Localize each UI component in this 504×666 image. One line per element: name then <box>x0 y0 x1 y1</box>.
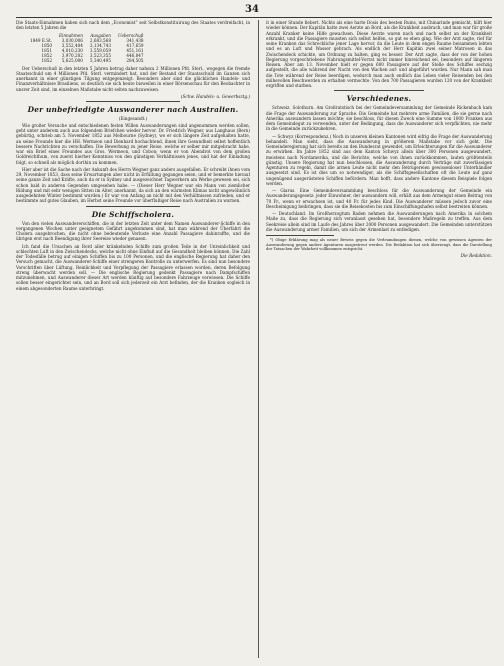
table-cell: 2,683,568 <box>89 37 111 43</box>
table-cell: 1850 <box>41 42 53 48</box>
table-cell: 3,970,202 <box>61 52 83 58</box>
article-paragraph: Von den vielen Auswandererschiffen, die in der letzten Zeit unter dem Namen Auswanderer-Schiffe in den vergangenen Wochen unter geeignetem Gefährt angekommen sind, hat man während der Überfahrt die Cholera ausgebrochen, die nicht ohne bedeutende Verluste eine Anzahl Passagiere dahinraffte, und die übrigen erst nach Beendigung ihrer Seereise wieder genasen. <box>16 220 250 242</box>
table-cell: 1852 <box>41 57 53 63</box>
page-number: 34 <box>245 4 259 15</box>
table-cell: 3,523,355 <box>89 52 111 58</box>
table-row <box>30 48 151 53</box>
table-cell: 284,505 <box>126 57 144 63</box>
two-column-layout <box>16 20 492 658</box>
section-divider <box>334 90 424 91</box>
table-row <box>30 43 151 48</box>
left-column <box>16 20 250 658</box>
table-row <box>30 53 151 58</box>
news-item: — Glarus. Eine Gemeindeversammlung beschloss für die Auswanderung der Gemeinde ein Auswanderungsgesetz: jeder Einwohner, der auswandern will, erhält aus dem Armengut einen Beitrag von 70 Fr., wenn er erwachsen ist, und 40 Fr. für jedes Kind. Die Auswanderer müssen jedoch zuvor eine Bescheinigung beibringen, dass sie die Reisekosten bis zum Einschiffungshafen selbst bestreiten können. <box>266 188 492 209</box>
news-item: — Deutschland. Im Großherzogtum Baden nehmen die Auswanderungen nach Amerika in solchem Maße zu, dass die Regierung sich veranlasst gesehen hat, besondere Maßregeln zu treffen. Aus dem Seekreise allein sind im Laufe des Jahres über 2000 Personen ausgewandert. Die Gemeinden unterstützen die Auswanderung armer Familien, um sich der Armenlast zu entledigen. <box>266 211 492 232</box>
news-item: — Schwyz (Korrespondenz.) Noch in unseren kleinen Kantonen wird eifrig die Frage der Auswanderung behandelt. Man sieht, dass die Auswanderung in größerem Maßstabe vor sich geht. Die Gemeinderegierung hat sich bereits an den Bundesrat gewendet, um Erleichterungen für die Auswanderer zu erwirken. Im Jahre 1852 sind aus dem Kanton Schwyz allein über 300 Personen ausgewandert, meistens nach Nordamerika, und die Berichte, welche von ihnen zurückkommen, lauten größtenteils günstig. Unsere Regierung hat nun beschlossen, die Auswanderung durch Verträge mit zuverlässigen Agenturen zu regeln, damit die armen Leute nicht mehr den Betrügereien gewissenloser Unterhändler ausgesetzt sind. Es ist dies um so notwendiger, als die Schiffsgesellschaften oft die Leute auf ganz ungenügend ausgerüsteten Schiffen befördern. Man hofft, dass andere Kantone diesem Beispiele folgen werden. <box>266 133 492 186</box>
article-paragraph: it in einer Stunde fiebert. Nichts als eine harte Dosis des besten Rums, mit Chinarinde gemischt, hilft hier wieder können. Der Kapitän hatte zwei Aerzte an Bord, als die Krankheit ausbrach, und man war für große Anzahl Kranker keine Hilfe gewachsen. Diese Aerzte waren nach und nach selbst an der Krankheit erkrankt, und die Passagiere mussten sich selbst helfen, so gut es eben ging. Wie der Arzt sagte, rief für seine Kranken das Schreckliche jener Lage hervor, da die Leute in dem engen Raume beisammen lebten und es an Luft und Wasser gebrach. Als endlich der Herr Kapitän zwei seiner Matrosen in das Zwischendeck schickte, um Ordnung zu halten, ging es besser. Der Arzt sagte, dass der von der hohen Regierung vorgeschriebene Nahrungsmittel-Vorrat nicht immer hinreichend sei, besonders auf längeren Reisen. Aber am 13. November hielt er gegen 600 Passagiere auf der Stelle des Schiffes sechzig aufgestellt, die alle während der Nacht von den Wachen auf- und abgeführt wurden. Nur Mann sah man die Tote während der Reise beerdigen, wodurch man auch endlich das Leben vieler Reisenden bei den mühevollen Beschwerden zu erhalten vermochte. Von den 700 Passagieren wurden 120 von der Krankheit ergriffen und starben. <box>266 20 492 88</box>
right-column <box>258 20 492 658</box>
article-heading-cholera: Die Schiffscholera. <box>91 209 175 219</box>
table-cell: 5,340,495 <box>89 57 111 63</box>
table-cell: 3,134,743 <box>89 42 111 48</box>
table-cell: 3,559,059 <box>89 47 111 53</box>
article-subheading: (Eingesandt.) <box>118 115 148 121</box>
table-cell: 1852 <box>41 52 53 58</box>
revenue-table <box>30 33 151 63</box>
editor-signature: Die Redaktion. <box>460 252 492 258</box>
article-paragraph: Hier aber ist die Sache nach der Ankunft des Herrn Wegner ganz anders ausgefallen. Er schreibt ihnen vom 29. November 1853, dass seine Erwartungen aber nicht in Erfüllung gegangen seien, und er bemerkte hierauf seine ganze Zeit und Kräfte, auch da er in Sydney und ausgezeichnet Tagwerkern am Werke gewesen sei, sich schon bald in anderen Gegenden umgesehen habe. — (Dieser Herr Wegner war ein Mann von ziemlicher Bildung und mit sehr wenigen Sitten im Alter, anerkannt, da sich an den wärmsten Klimas nicht ungewöhnlich ausgedehnten Winter bestimmt wurden.) Er war von Anfang an nicht mit den Verhältnissen zufrieden, und er bestimmte auf gutes Glauben, im Herbst seine Freunde vor überflußiger Reise nach Australien zu warnen. <box>16 166 250 204</box>
table-header-expenses: Ausgaben <box>90 32 111 38</box>
footnote-divider <box>266 235 334 236</box>
table-cell: 451,161 <box>126 47 144 53</box>
source-citation: (Schw. Handels- u. Gewerbsztg.) <box>180 93 250 99</box>
stats-paragraph: Der Ueberschuß in den letzten 5 Jahren betrug daher nahezu 2 Millionen Pfd. Sterl., wogegen die fremde Staatsschuld um 4 Millionen Pfd. Sterl. vermindert hat, und der Bestand der Staatsschuld im Ganzen sich anerkannt in einer günstigen Tilgung entgegenzeigt. Besonders aber sind die glücklichen Handels- und Finanzverhältnisse Brasiliens, so deutlich sie sich heute bisweilen in einer Börsenschau für den Beobachter in unsrer Zeit sind, im einzelnen Maßstabe nicht selten nachzuweisen. <box>16 65 250 92</box>
table-cell: 341,438 <box>126 37 144 43</box>
table-cell: 446,847 <box>126 52 144 58</box>
table-cell: 3,030,006 <box>61 37 83 43</box>
news-item: Schweiz. Solothurn. Am Großratstisch bei der Gemeindeversammlung der Gemeinde Rickenbach kam die Frage der Auswanderung zur Sprache. Die Gemeinde hat mehrere arme Familien, die sie gerne nach Amerika auswandern lassen möchte; sie beschloss, für diesen Zweck eine Summe von 1000 Franken aus dem Gemeindegut zu verwenden, unter der Bedingung, dass die Auswanderer sich verpflichten, nie mehr in die Gemeinde zurückzukehren. <box>266 105 492 132</box>
table-row <box>30 58 151 63</box>
table-cell: 417,659 <box>126 42 144 48</box>
article-paragraph: Ich fand die Ursachen an Bord aller kränkelnden Schiffe zum großen Teile in der Unreinlichkeit und schlechten Luft in den Zwischendecks, welche nicht ohne Einfluß auf die Gesundheit bleiben können. Die Zahl der Todesfälle betrug auf einigen Schiffen bis zu 100 Personen, und die englische Regierung hat daher den Versuch gemacht, die Auswanderer-Schiffe einer strengeren Kontrolle zu unterwerfen. Es sind nun besondere Vorschriften über Lüftung, Reinlichkeit und Verpflegung der Passagiere erlassen worden, deren Befolgung streng überwacht werden soll. — Die englische Regierung gedenkt Passagiere nach Dampfschiffen mitzunehmen, und Auswanderer dieser Art werden künftig auf besondere Fahrzeuge verwiesen. Die Schiffe sollen besser eingerichtet sein, und an Bord soll sich jederzeit ein Arzt befinden, der die Kranken sogleich in einem abgesonderten Raume unterbringt. <box>16 243 250 291</box>
article-paragraph: Wie großer Versuche und entschiedenen festen Willen Auswanderungen sind angenommen werden sollen, geht unter anderem auch aus folgendem Briefchen wieder hervor. Dr. Friedrich Wegner, aus Langhaus (Bern) gebürtig, schrieb am 5. November 1852 aus Melbourne (Sydney), wo er sich längere Zeit aufgehalten hatte, an seine Freunde hier die HH. Wermeon und Dienhard hochachtend, ihnen ihre Gesundheit selbst hoffentlich bessere Nachrichten zu verschaffen. Die Bewerbung zu jener Reise, welche er selber mir mitgebracht habe, war ein Brief eines Freundes aus Gros. Wermeon, und Cobon; wenn er von Abendrot von dem großen Goldreichthum, von zuerst hierher Kenntniss von den günstigen Verhältnissen jenes, und hat der Einladung folgt, so schnell als möglich dorthin zu kommen. <box>16 122 250 165</box>
table-row <box>30 38 151 43</box>
table-cell: 4,010,230 <box>61 47 83 53</box>
section-divider <box>86 206 180 207</box>
article-heading-misc: Verschiedenes. <box>346 94 412 104</box>
table-cell: 5,625,000 <box>61 57 83 63</box>
table-cell: 1849 E.St. <box>30 37 53 43</box>
table-cell: 3,552,404 <box>61 42 83 48</box>
footnote: *) Obige Erklärung mag als neuer Beweis gegen die Verleumdungen dienen, welche von gewissen Agenten der Auswanderung gegen andere Agenturen ausgestreut werden. Die Redaktion hat sich überzeugt, dass die Darstellung der Tatsachen der Wahrheit vollkommen entspricht. <box>266 238 492 252</box>
section-divider <box>86 101 180 102</box>
table-header-surplus: Ueberschuß <box>117 32 144 38</box>
table-header-income: Einnahmen <box>59 32 83 38</box>
top-rule <box>16 17 492 18</box>
article-heading-emigrant: Der unbefriedigte Auswanderer nach Australien. <box>27 104 239 114</box>
stats-intro: Die Staats-Einnahmen haben sich nach dem „Economist“ seit Selbstkonstituirung des Staates verdreifacht, in den letzten 5 Jahren die <box>16 20 250 31</box>
table-cell: 1851 <box>41 47 53 53</box>
